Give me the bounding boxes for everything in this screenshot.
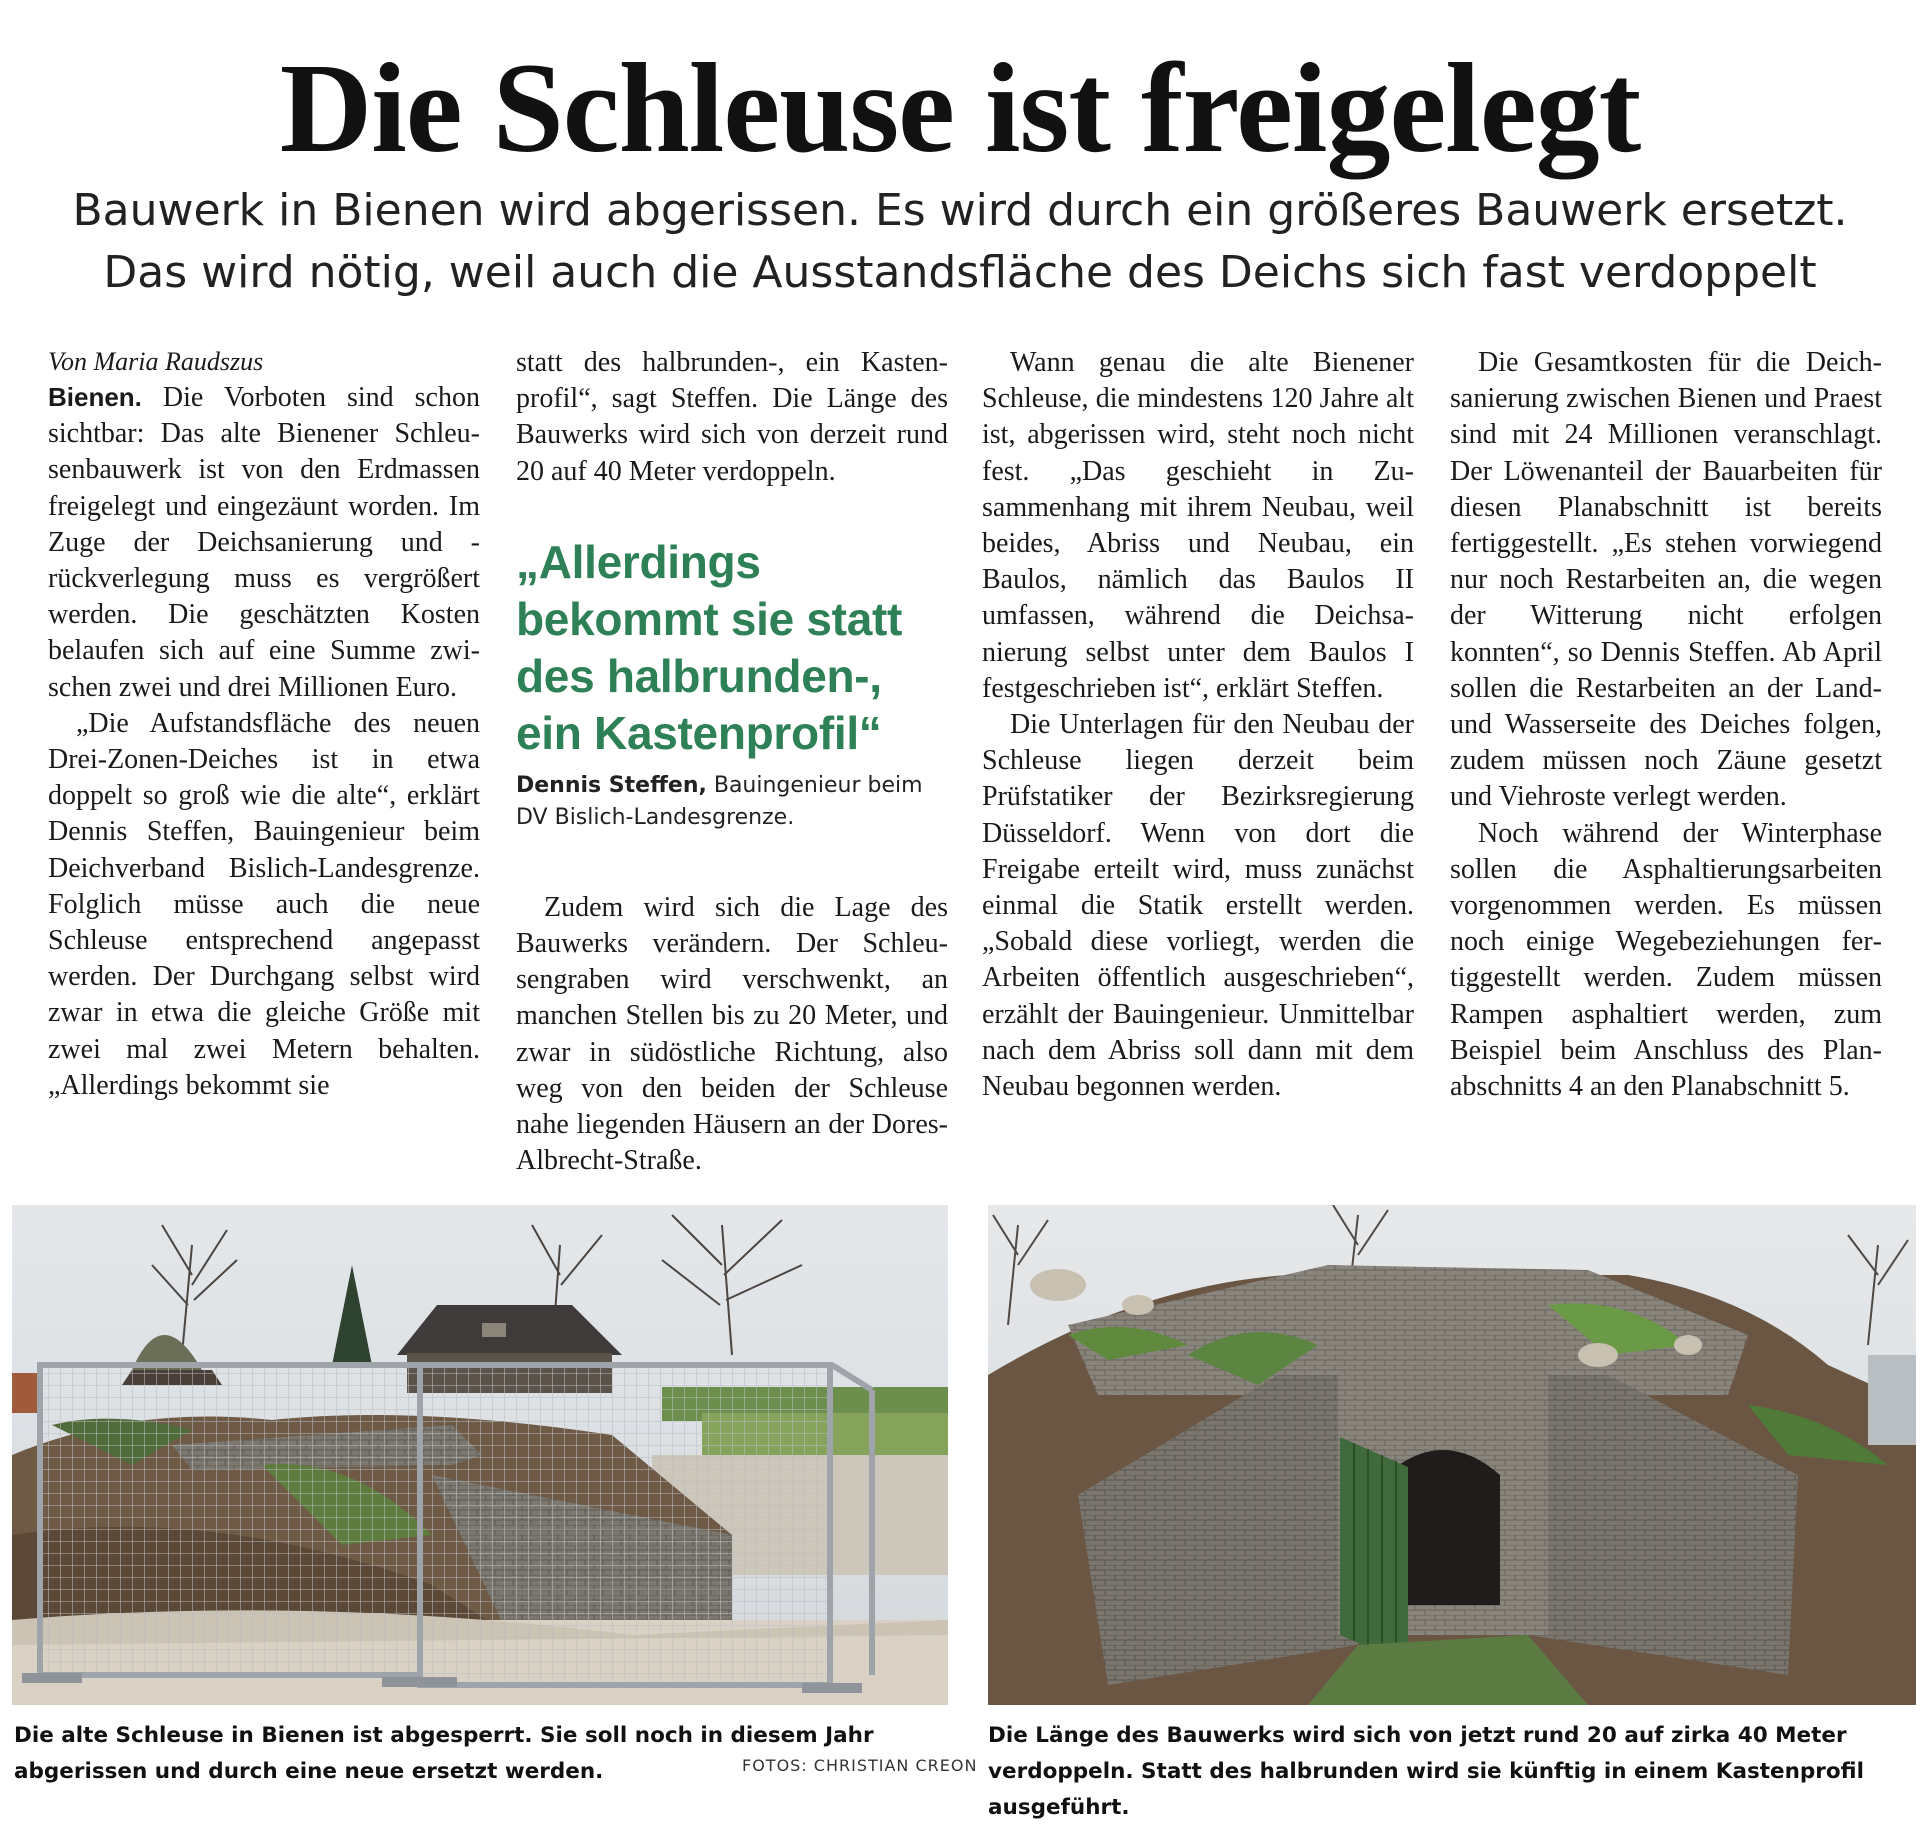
subheadline-line-1: Bauwerk in Bienen wird abgerissen. Es wird durch ein größeres Bauwerk ersetzt. [72, 185, 1848, 236]
article-paragraph-1 [48, 379, 480, 706]
article-column-4 [1450, 345, 1882, 1105]
article-paragraph-4: Zudem wird sich die Lage des Bauwerks verändern. Der Schleusengraben wird verschwenkt, an manchen Stellen bis zu 20 Meter, und zwar in südöstliche Richtung, also weg von den beiden der Schleuse nahe liegenden Häusern an der Dores-Albrecht-Straße. [516, 891, 948, 1177]
caption-photo-1: Die alte Schleuse in Bienen ist abgesperrt. Sie soll noch in diesem Jahr abgerissen und durch eine neue ersetzt werden. [14, 1723, 874, 1784]
article-paragraph-8: Noch während der Winterphase sollen die Asphaltierungsarbeiten vorgenommen werden. Es müssen noch einige Wegebeziehungen fertiggestellt werden. Zudem müssen Rampen asphaltiert werden, zum Beispiel beim Anschluss des Planabschnitts 4 an den Planabschnitt 5. [1450, 817, 1882, 1103]
byline: Von Maria Raudszus [48, 347, 264, 376]
pull-quote-name: Dennis Steffen, [516, 772, 707, 798]
photo-fenced-sluice-image [12, 1205, 948, 1705]
paragraph-1-text: Die Vorboten sind schon sichtbar: Das alte Bienener Schleusenbauwerk ist von den Erdmassen freigelegt und eingezäunt worden. Im Zuge der Deichsanierung und -rückverlegung muss es vergrößert werden. Die geschätzten Kosten belaufen sich auf eine Summe zwischen zwei und drei Millionen Euro. [48, 382, 480, 703]
pull-quote-attribution [516, 770, 948, 834]
article-paragraph-7: Die Gesamtkosten für die Deichsanierung zwischen Bienen und Praest sind mit 24 Millionen veranschlagt. Der Löwenanteil der Bauarbeiten für diesen Planabschnitt ist bereits fertiggestellt. „Es stehen vorwiegend nur noch Restarbeiten an, die wegen der Witterung nicht erfolgen konnten“, so Dennis Steffen. Ab April sollen die Restarbeiten an der Land- und Wasserseite des Deiches folgen, zudem müssen noch Zäune gesetzt und Viehroste verlegt werden. [1450, 347, 1882, 813]
article-column-1 [48, 345, 480, 1104]
spacer [516, 834, 948, 890]
photo-fenced-sluice [12, 1205, 948, 1705]
subheadline [0, 180, 1920, 304]
article-paragraph-6: Die Unterlagen für den Neubau der Schleuse liegen derzeit beim Prüfstatiker der Bezirksregierung Düsseldorf. Wenn von dort die Freigabe erteilt wird, muss zunächst einmal die Statik erstellt werden. „Sobald diese vorliegt, werden die Arbeiten öffentlich ausgeschrieben“, erzählt der Bauingenieur. Unmittelbar nach dem Abriss soll dann mit dem Neubau begonnen werden. [982, 709, 1414, 1103]
article-column-2 [516, 345, 948, 1179]
caption-photo-2: Die Länge des Bauwerks wird sich von jetzt rund 20 auf zirka 40 Meter verdoppeln. Statt des halbrunden wird sie künftig in einem Kastenprofil ausgeführt. [988, 1723, 1864, 1820]
article-paragraph-5: Wann genau die alte Bienener Schleuse, die mindestens 120 Jahre alt ist, abgerissen wird, steht noch nicht fest. „Das geschieht in Zusammenhang mit ihrem Neubau, weil beides, Abriss und Neubau, ein Baulos, nämlich das Baulos II umfassen, während die Deichsanierung selbst unter dem Baulos I festgeschrieben ist“, erklärt Steffen. [982, 347, 1414, 704]
pull-quote-role: Bauingenieur beim DV Bislich-Landesgrenze. [516, 772, 923, 830]
photo-sluice-door-image [988, 1205, 1916, 1705]
article-paragraph-2: „Die Aufstandsfläche des neuen Drei-Zonen-Deiches ist in etwa doppelt so groß wie die alte“, erklärt Dennis Steffen, Bauingenieur beim Deichverband Bislich-Landesgrenze. Folglich müsse auch die neue Schleuse entsprechend angepasst werden. Der Durchgang selbst wird zwar in etwa die gleiche Größe mit zwei mal zwei Metern behalten. „Allerdings bekommt sie [48, 707, 480, 1101]
photo-sluice-door [988, 1205, 1916, 1705]
photo-credit: FOTOS: CHRISTIAN CREON [742, 1756, 978, 1775]
pull-quote-text: „Allerdings bekommt sie statt des halbrunden-, ein Kastenprofil“ [516, 535, 903, 759]
article-column-3 [982, 345, 1414, 1105]
article-paragraph-3: statt des halbrunden-, ein Kastenprofil“, sagt Steffen. Die Länge des Bauwerks wird sich von derzeit rund 20 auf 40 Meter verdoppeln. [516, 347, 948, 487]
pull-quote [516, 534, 948, 834]
subheadline-line-2: Das wird nötig, weil auch die Ausstandsfläche des Deichs sich fast verdoppelt [103, 247, 1817, 298]
dateline: Bienen. [48, 382, 142, 412]
headline: Die Schleuse ist freigelegt [279, 37, 1641, 179]
